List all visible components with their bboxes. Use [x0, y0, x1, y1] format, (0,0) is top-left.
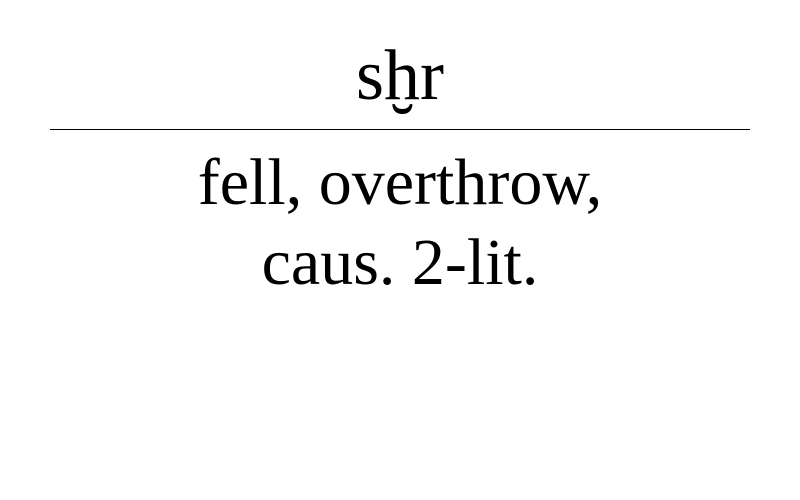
definition	[0, 143, 800, 303]
divider-line	[50, 129, 750, 130]
definition-line-1: fell, overthrow,	[197, 146, 603, 219]
term-text: sḫr	[356, 35, 444, 115]
definition-line-2: caus. 2-lit.	[261, 226, 539, 299]
